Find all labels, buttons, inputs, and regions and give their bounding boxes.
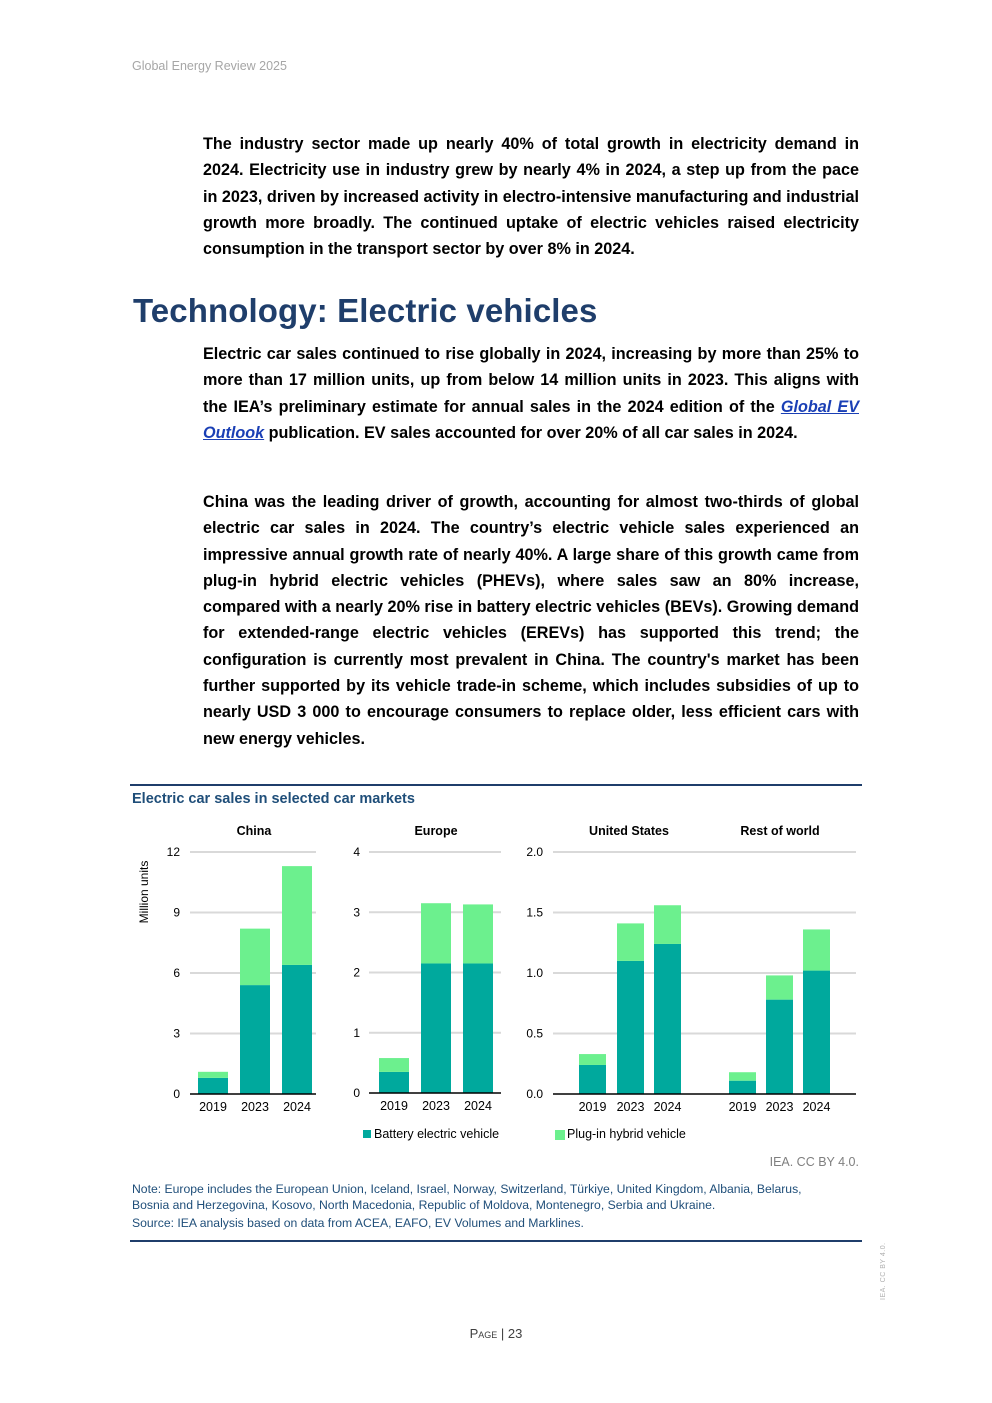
y-tick-united-states: 0.5 — [526, 1026, 543, 1041]
x-tick-china: 2019 — [199, 1100, 227, 1114]
legend-label-bev: Battery electric vehicle — [374, 1127, 500, 1141]
bar-bev-rest-of-world-2019 — [729, 1081, 756, 1094]
bar-phev-rest-of-world-2019 — [729, 1072, 756, 1080]
bar-phev-europe-2019 — [379, 1058, 409, 1072]
bar-bev-china-2019 — [198, 1078, 228, 1094]
bar-bev-europe-2019 — [379, 1072, 409, 1093]
x-tick-europe: 2019 — [380, 1099, 408, 1113]
section-title: Technology: Electric vehicles — [133, 292, 598, 329]
bar-bev-united-states-2024 — [654, 944, 681, 1094]
y-tick-china: 9 — [173, 905, 180, 920]
bar-bev-europe-2024 — [463, 963, 493, 1093]
figure-credit: IEA. CC BY 4.0. — [769, 1155, 859, 1169]
bar-bev-united-states-2023 — [617, 961, 644, 1094]
figure-source: Source: IEA analysis based on data from ACEA, EAFO, EV Volumes and Marklines. — [132, 1216, 584, 1230]
bar-bev-rest-of-world-2024 — [803, 971, 830, 1094]
legend-swatch-phev — [555, 1130, 565, 1140]
y-tick-europe: 0 — [353, 1086, 360, 1100]
x-tick-europe: 2024 — [464, 1099, 492, 1113]
bar-phev-rest-of-world-2023 — [766, 975, 793, 999]
bar-phev-europe-2023 — [421, 903, 451, 963]
y-tick-europe: 1 — [353, 1025, 360, 1040]
y-tick-china: 12 — [166, 845, 180, 859]
y-tick-united-states: 2.0 — [526, 845, 543, 859]
bar-bev-united-states-2019 — [579, 1065, 606, 1094]
intro-paragraph: The industry sector made up nearly 40% of total growth in electricity demand in 2024. Electricity use in industry grew by nearly 4% in 2024, a step up from the pace in 2023, driven by increased activity in electro-intensive manufacturing and industrial growth more broadly. The continued uptake of electric vehicles raised electricity consumption in the transport sector by over 8% in 2024. — [203, 135, 859, 259]
y-tick-europe: 4 — [353, 845, 360, 859]
legend-swatch-bev — [363, 1130, 371, 1138]
x-tick-united-states: 2023 — [616, 1100, 645, 1114]
x-tick-rest-of-world: 2024 — [802, 1100, 831, 1114]
panel-title-europe: Europe — [414, 824, 458, 838]
x-tick-rest-of-world: 2023 — [765, 1100, 794, 1114]
y-tick-china: 3 — [173, 1026, 180, 1041]
y-tick-united-states: 0.0 — [526, 1087, 543, 1101]
global-ev-outlook-link[interactable]: Global EV Outlook — [203, 397, 859, 442]
side-watermark: IEA. CC BY 4.0. — [880, 1242, 887, 1300]
figure-title: Electric car sales in selected car markets — [132, 791, 415, 807]
bar-bev-rest-of-world-2023 — [766, 1000, 793, 1094]
y-tick-china: 0 — [173, 1087, 180, 1101]
page-number: Page | 23 — [469, 1326, 523, 1341]
y-tick-europe: 2 — [353, 965, 360, 980]
legend-label-phev: Plug-in hybrid vehicle — [567, 1127, 686, 1141]
page-label: Page — [469, 1326, 498, 1341]
bar-bev-china-2024 — [282, 965, 312, 1094]
ev-paragraph-1-text-a: Electric car sales continued to rise globally in 2024, increasing by more than 25% to more than 17 million units, up from below 14 million units in 2023. This aligns with the IEA’s preliminary estimate for annual sales in the 2024 edition of the — [203, 345, 859, 416]
y-tick-united-states: 1.5 — [526, 905, 543, 920]
figure-note: Note: Europe includes the European Union, Iceland, Israel, Norway, Switzerland, Türkiye, United Kingdom, Albania, Belarus, Bosnia and Herzegovina, Kosovo, North Macedonia, Republic of Moldova, Montenegro, Serbia and Ukraine. — [132, 1182, 802, 1212]
x-tick-china: 2024 — [283, 1100, 311, 1114]
x-tick-united-states: 2019 — [578, 1100, 607, 1114]
bar-bev-europe-2023 — [421, 963, 451, 1093]
ev-paragraph-2: China was the leading driver of growth, accounting for almost two-thirds of global electric car sales in 2024. The country’s electric vehicle sales experienced an impressive annual growth rate of nearly 40%. A large share of this growth came from plug-in hybrid electric vehicles (PHEVs), where sales saw an 80% increase, compared with a nearly 20% rise in battery electric vehicles (BEVs). Growing demand for extended-range electric vehicles (EREVs) has supported this trend; the configuration is currently most prevalent in China. The country's market has been further supported by its vehicle trade-in scheme, which includes subsidies of up to nearly USD 3 000 to encourage consumers to replace older, less efficient cars with new energy vehicles. — [203, 493, 859, 748]
x-tick-europe: 2023 — [422, 1099, 450, 1113]
y-tick-europe: 3 — [353, 905, 360, 920]
bar-phev-china-2023 — [240, 929, 270, 985]
running-header: Global Energy Review 2025 — [132, 59, 287, 73]
page-number-value: 23 — [507, 1326, 523, 1341]
panel-title-china: China — [236, 824, 272, 838]
ev-paragraph-1-text-b: publication. EV sales accounted for over 20% of all car sales in 2024. — [264, 423, 798, 442]
bar-phev-europe-2024 — [463, 904, 493, 963]
bar-bev-china-2023 — [240, 985, 270, 1094]
y-axis-label: Million units — [137, 860, 151, 924]
bar-phev-united-states-2019 — [579, 1054, 606, 1065]
bar-phev-china-2019 — [198, 1072, 228, 1078]
figure-bottom-rule — [130, 1240, 862, 1242]
y-tick-united-states: 1.0 — [526, 966, 543, 980]
x-tick-china: 2023 — [241, 1100, 269, 1114]
x-tick-united-states: 2024 — [653, 1100, 682, 1114]
bar-phev-rest-of-world-2024 — [803, 929, 830, 970]
panel-title-rest-of-world: Rest of world — [740, 824, 820, 838]
panel-title-united-states: United States — [589, 824, 669, 838]
bar-phev-united-states-2024 — [654, 905, 681, 944]
y-tick-china: 6 — [173, 966, 180, 980]
x-tick-rest-of-world: 2019 — [728, 1100, 757, 1114]
bar-phev-china-2024 — [282, 866, 312, 965]
bar-phev-united-states-2023 — [617, 923, 644, 961]
